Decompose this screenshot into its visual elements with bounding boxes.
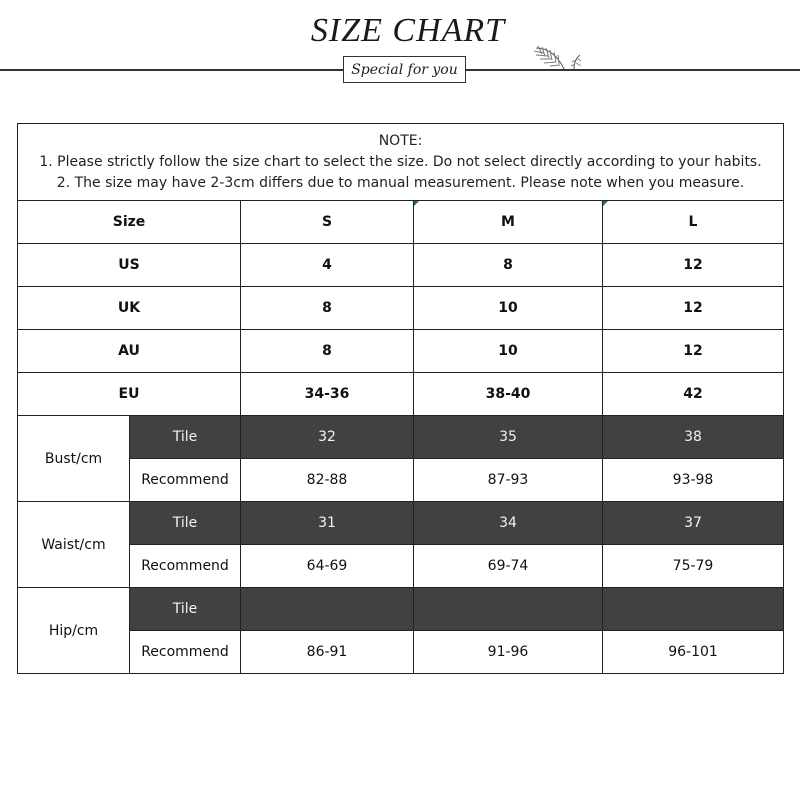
cell-value: 37 bbox=[603, 502, 784, 545]
cell-value: 64-69 bbox=[241, 545, 414, 588]
cell-value: 42 bbox=[603, 373, 784, 416]
cell-marker-icon bbox=[603, 201, 608, 206]
table-row-us bbox=[18, 244, 784, 287]
size-chart-table bbox=[17, 123, 784, 674]
size-header-label: Size bbox=[18, 201, 241, 244]
recommend-label: Recommend bbox=[130, 459, 241, 502]
recommend-label: Recommend bbox=[130, 545, 241, 588]
note-heading: NOTE: bbox=[378, 132, 423, 149]
cell-value: 10 bbox=[414, 287, 603, 330]
table-row-hip-tile bbox=[18, 588, 784, 631]
table-row-bust-tile bbox=[18, 416, 784, 459]
row-label: UK bbox=[18, 287, 241, 330]
table-row-hip-recommend bbox=[18, 631, 784, 674]
cell-value bbox=[414, 588, 603, 631]
recommend-label: Recommend bbox=[130, 631, 241, 674]
row-label: US bbox=[18, 244, 241, 287]
cell-value: 34-36 bbox=[241, 373, 414, 416]
row-label: EU bbox=[18, 373, 241, 416]
cell-value: 96-101 bbox=[603, 631, 784, 674]
size-header-row bbox=[18, 201, 784, 244]
cell-value bbox=[603, 588, 784, 631]
tile-label: Tile bbox=[130, 502, 241, 545]
cell-value: 31 bbox=[241, 502, 414, 545]
row-label: AU bbox=[18, 330, 241, 373]
cell-value: 8 bbox=[241, 330, 414, 373]
measure-label-bust: Bust/cm bbox=[18, 416, 130, 502]
cell-value: 87-93 bbox=[414, 459, 603, 502]
table-row-eu bbox=[18, 373, 784, 416]
cell-value: 12 bbox=[603, 330, 784, 373]
tile-label: Tile bbox=[130, 416, 241, 459]
cell-value: 38 bbox=[603, 416, 784, 459]
table-row-waist-recommend bbox=[18, 545, 784, 588]
cell-value: 12 bbox=[603, 287, 784, 330]
note-line-1: 1. Please strictly follow the size chart to select the size. Do not select directly according to your habits. bbox=[39, 153, 762, 170]
note-box bbox=[18, 124, 784, 201]
header bbox=[0, 0, 800, 100]
page-title: SIZE CHART bbox=[310, 12, 506, 49]
palm-leaf-icon bbox=[530, 42, 590, 70]
size-m-label: M bbox=[501, 214, 515, 230]
cell-value: 8 bbox=[414, 244, 603, 287]
cell-value: 69-74 bbox=[414, 545, 603, 588]
table-row-au bbox=[18, 330, 784, 373]
table-row-uk bbox=[18, 287, 784, 330]
measure-label-waist: Waist/cm bbox=[18, 502, 130, 588]
cell-value: 8 bbox=[241, 287, 414, 330]
table-row-bust-recommend bbox=[18, 459, 784, 502]
cell-value: 34 bbox=[414, 502, 603, 545]
size-l-label: L bbox=[688, 214, 698, 230]
note-line-2: 2. The size may have 2-3cm differs due to manual measurement. Please note when you measure. bbox=[56, 174, 745, 191]
size-m bbox=[414, 201, 603, 244]
cell-value: 10 bbox=[414, 330, 603, 373]
cell-value bbox=[241, 588, 414, 631]
cell-value: 82-88 bbox=[241, 459, 414, 502]
cell-value: 12 bbox=[603, 244, 784, 287]
cell-value: 93-98 bbox=[603, 459, 784, 502]
cell-value: 91-96 bbox=[414, 631, 603, 674]
cell-value: 38-40 bbox=[414, 373, 603, 416]
cell-value: 32 bbox=[241, 416, 414, 459]
tagline-badge bbox=[343, 56, 466, 83]
cell-value: 35 bbox=[414, 416, 603, 459]
table-row-waist-tile bbox=[18, 502, 784, 545]
cell-marker-icon bbox=[414, 201, 419, 206]
size-s: S bbox=[241, 201, 414, 244]
tagline-text: Special for you bbox=[351, 61, 458, 78]
size-l bbox=[603, 201, 784, 244]
cell-value: 4 bbox=[241, 244, 414, 287]
cell-value: 86-91 bbox=[241, 631, 414, 674]
cell-value: 75-79 bbox=[603, 545, 784, 588]
measure-label-hip: Hip/cm bbox=[18, 588, 130, 674]
tile-label: Tile bbox=[130, 588, 241, 631]
